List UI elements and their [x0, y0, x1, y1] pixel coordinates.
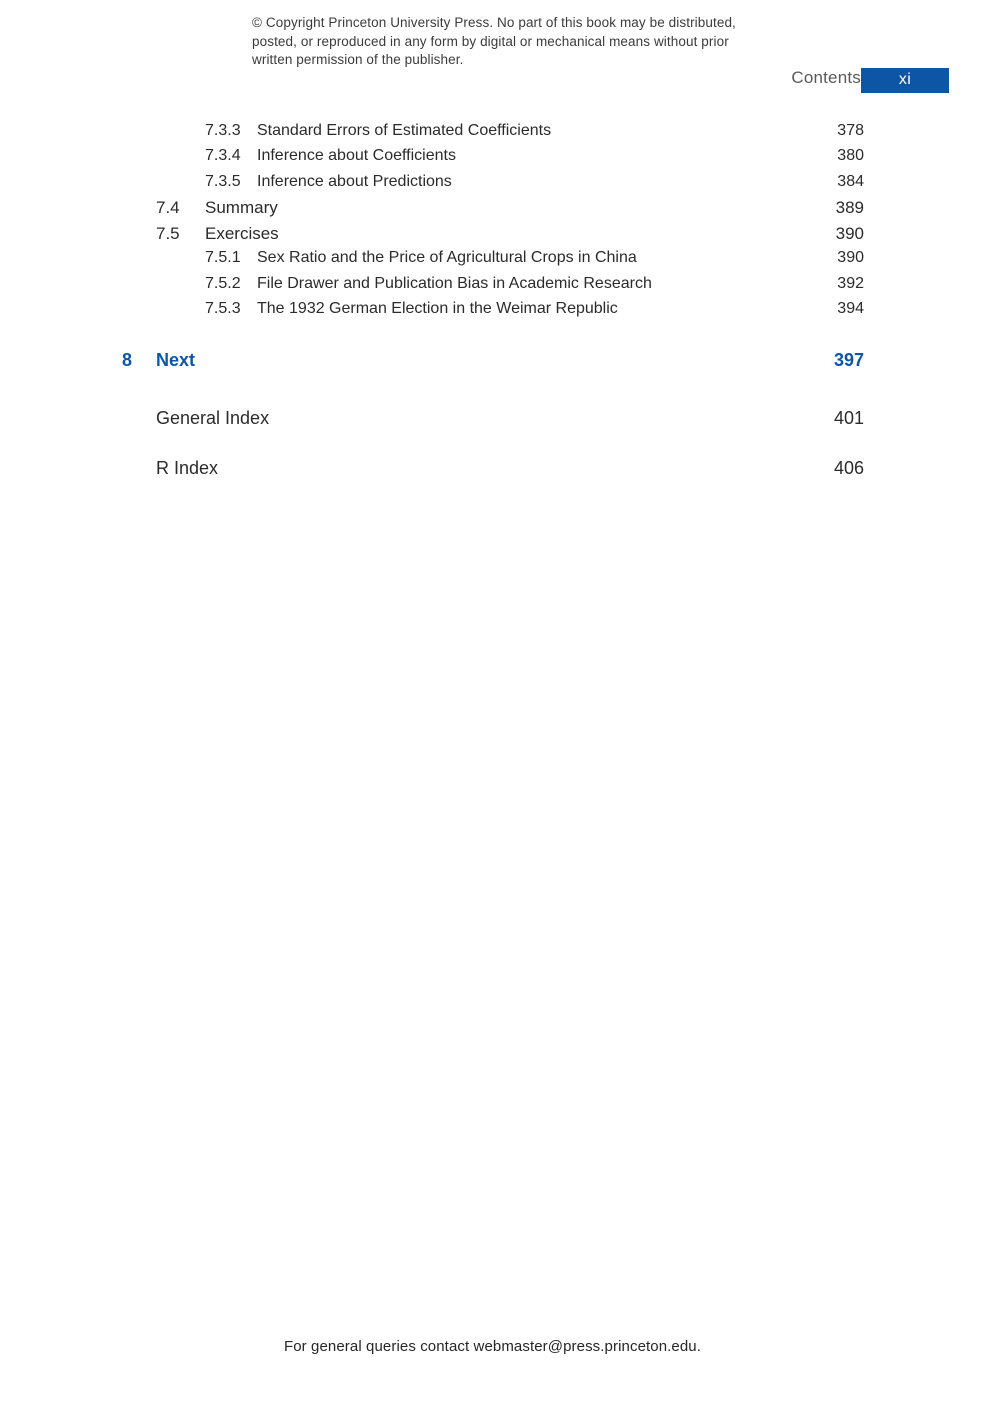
- spacer: [0, 326, 985, 350]
- toc-entry-title: File Drawer and Publication Bias in Academic Research: [257, 274, 652, 292]
- running-head: [0, 68, 985, 94]
- toc-entry-title: Inference about Coefficients: [257, 147, 456, 165]
- toc-entry-number: 7.5.1: [205, 249, 241, 267]
- copyright-notice: © Copyright Princeton University Press. No part of this book may be distributed, posted, or reproduced in any form by digital or mechanical means without prior written permission of the publisher.: [252, 15, 736, 67]
- toc-backmatter-title: R Index: [156, 457, 219, 478]
- toc-backmatter-title: General Index: [156, 407, 270, 428]
- folio-number: xi: [898, 71, 912, 88]
- toc-entry-page: 380: [837, 147, 864, 165]
- toc-entry-title: The 1932 German Election in the Weimar Republic: [257, 300, 618, 318]
- toc-entry[interactable]: [0, 224, 985, 250]
- toc-entry-title: Standard Errors of Estimated Coefficients: [257, 122, 552, 139]
- toc-chapter-entry[interactable]: [0, 350, 985, 380]
- toc-entry-page: 392: [837, 274, 864, 292]
- toc-chapter-title: Next: [156, 349, 196, 370]
- toc-entry[interactable]: [0, 173, 985, 198]
- toc-entry-page: 390: [835, 223, 864, 243]
- running-head-label: Contents: [791, 68, 861, 87]
- toc-chapter-page: 397: [833, 349, 864, 370]
- toc-entry[interactable]: [0, 249, 985, 274]
- toc-entry-title: Summary: [205, 198, 278, 218]
- toc-backmatter-entry[interactable]: [0, 458, 985, 508]
- toc-entry-page: 384: [837, 172, 864, 190]
- toc-entry-number: 7.5.3: [205, 300, 241, 318]
- spacer: [0, 380, 985, 408]
- toc-entry[interactable]: [0, 275, 985, 300]
- toc-entry-page: 389: [835, 198, 864, 218]
- toc-backmatter-page: 406: [833, 457, 864, 478]
- toc-entry-title: Sex Ratio and the Price of Agricultural Crops in China: [257, 249, 637, 267]
- toc-chapter-number: 8: [122, 349, 133, 370]
- toc-entry-title: Exercises: [205, 223, 279, 243]
- toc-entry-number: 7.5.2: [205, 274, 241, 292]
- toc-entry-page: 390: [837, 249, 864, 267]
- toc-entry[interactable]: [0, 198, 985, 224]
- toc-entry-number: 7.4: [156, 198, 180, 218]
- table-of-contents: [0, 122, 985, 508]
- toc-entry-number: 7.3.4: [205, 147, 241, 165]
- toc-entry-number: 7.5: [156, 223, 180, 243]
- toc-entry-page: 378: [837, 122, 864, 139]
- toc-entry-number: 7.3.3: [205, 122, 241, 139]
- folio-badge: [861, 68, 949, 93]
- toc-entry[interactable]: [0, 122, 985, 147]
- toc-entry-title: Inference about Predictions: [257, 172, 452, 190]
- toc-entry[interactable]: [0, 300, 985, 325]
- toc-entry[interactable]: [0, 147, 985, 172]
- toc-entry-page: 394: [837, 300, 864, 318]
- page-footer: For general queries contact webmaster@press.princeton.edu.: [283, 1338, 702, 1355]
- toc-backmatter-entry[interactable]: [0, 408, 985, 458]
- toc-backmatter-page: 401: [833, 407, 864, 428]
- toc-entry-number: 7.3.5: [205, 172, 241, 190]
